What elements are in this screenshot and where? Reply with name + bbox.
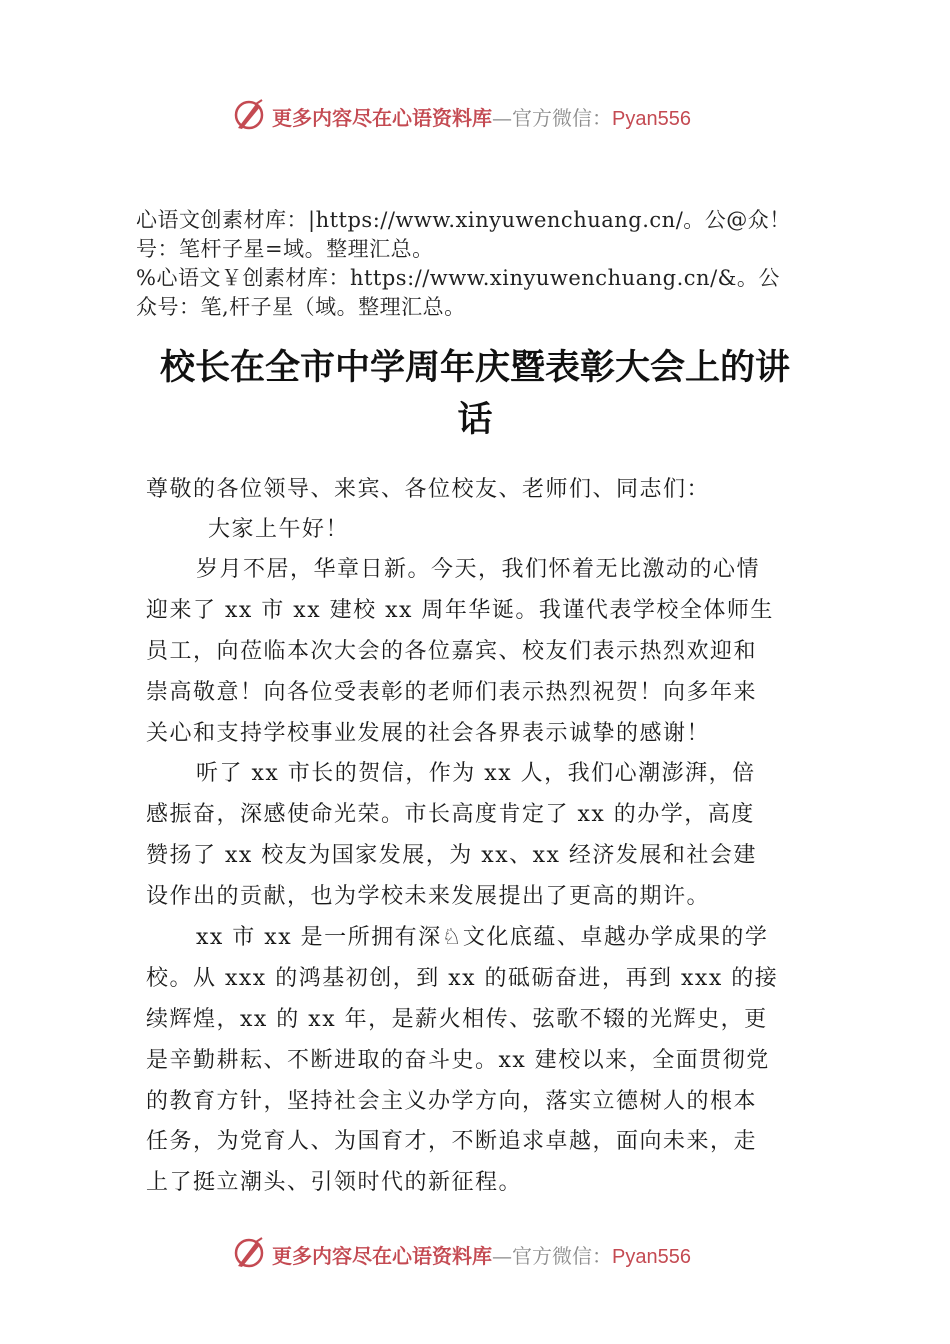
source-notice-line: 众号：笔,杆子星（域。整理汇总。 [136, 295, 466, 319]
paragraph-line: 岁月不居，华章日新。今天，我们怀着无比激动的心情 [196, 557, 761, 582]
paragraph-line: 感振奋，深感使命光荣。市长高度肯定了 xx 的办学，高度 [146, 802, 755, 828]
paragraph-line: 关心和支持学校事业发展的社会各界表示诚挚的感谢！ [146, 720, 711, 746]
paragraph-line: 任务，为党育人、为国育才，不断追求卓越，面向未来，走 [146, 1129, 758, 1155]
banner-wechat-id: Pyan556 [612, 108, 691, 130]
source-notice-line: 号：笔杆子星=域。整理汇总。 [136, 237, 434, 261]
paragraph-line: 的教育方针，坚持社会主义办学方向，落实立德树人的根本 [146, 1088, 758, 1114]
quill-pen-logo-icon [232, 1236, 266, 1270]
greeting: 大家上午好！ [208, 517, 350, 542]
quill-pen-logo-icon [232, 98, 266, 132]
banner-red-text: 更多内容尽在心语资料库 [272, 1244, 492, 1268]
source-notice-line: 心语文创素材库：|https://www.xinyuwenchuang.cn/。公@众！ [136, 208, 791, 232]
banner-grey-text: —官方微信： [492, 106, 612, 130]
title-line-2: 话 [457, 400, 493, 440]
page-title [0, 342, 950, 446]
banner-red-text: 更多内容尽在心语资料库 [272, 106, 492, 130]
banner-wechat-id: Pyan556 [612, 1246, 691, 1268]
paragraph-line: 是辛勤耕耘、不断进取的奋斗史。xx 建校以来，全面贯彻党 [146, 1047, 770, 1073]
paragraph-line: 赞扬了 xx 校友为国家发展，为 xx、xx 经济发展和社会建 [146, 843, 757, 869]
speech-body [146, 470, 810, 1204]
source-notice [136, 206, 856, 322]
paragraph-line: 上了挺立潮头、引领时代的新征程。 [146, 1170, 523, 1196]
paragraph-line: 校。从 xxx 的鸿基初创，到 xx 的砥砺奋进，再到 xxx 的接 [146, 965, 779, 991]
paragraph-line: 听了 xx 市长的贺信，作为 xx 人，我们心潮澎湃，倍 [196, 761, 756, 787]
paragraph-line: 员工，向莅临本次大会的各位嘉宾、校友们表示热烈欢迎和 [146, 638, 758, 664]
salutation: 尊敬的各位领导、来宾、各位校友、老师们、同志们： [146, 477, 711, 502]
title-line-1: 校长在全市中学周年庆暨表彰大会上的讲 [159, 348, 790, 388]
paragraph-line: 迎来了 xx 市 xx 建校 xx 周年华诞。我谨代表学校全体师生 [146, 597, 774, 623]
paragraph-line: xx 市 xx 是一所拥有深♘文化底蕴、卓越办学成果的学 [196, 925, 769, 951]
paragraph-line: 设作出的贡献，也为学校未来发展提出了更高的期许。 [146, 884, 711, 910]
banner-text [272, 102, 691, 131]
header-banner [0, 96, 950, 136]
paragraph-line: 崇高敬意！向各位受表彰的老师们表示热烈祝贺！向多年来 [146, 679, 758, 705]
footer-banner [0, 1234, 950, 1274]
source-notice-line: %心语文￥创素材库：https://www.xinyuwenchuang.cn/&。公 [136, 266, 780, 290]
paragraph-line: 续辉煌，xx 的 xx 年，是薪火相传、弦歌不辍的光辉史，更 [146, 1006, 768, 1032]
banner-text [272, 1240, 691, 1269]
banner-grey-text: —官方微信： [492, 1244, 612, 1268]
